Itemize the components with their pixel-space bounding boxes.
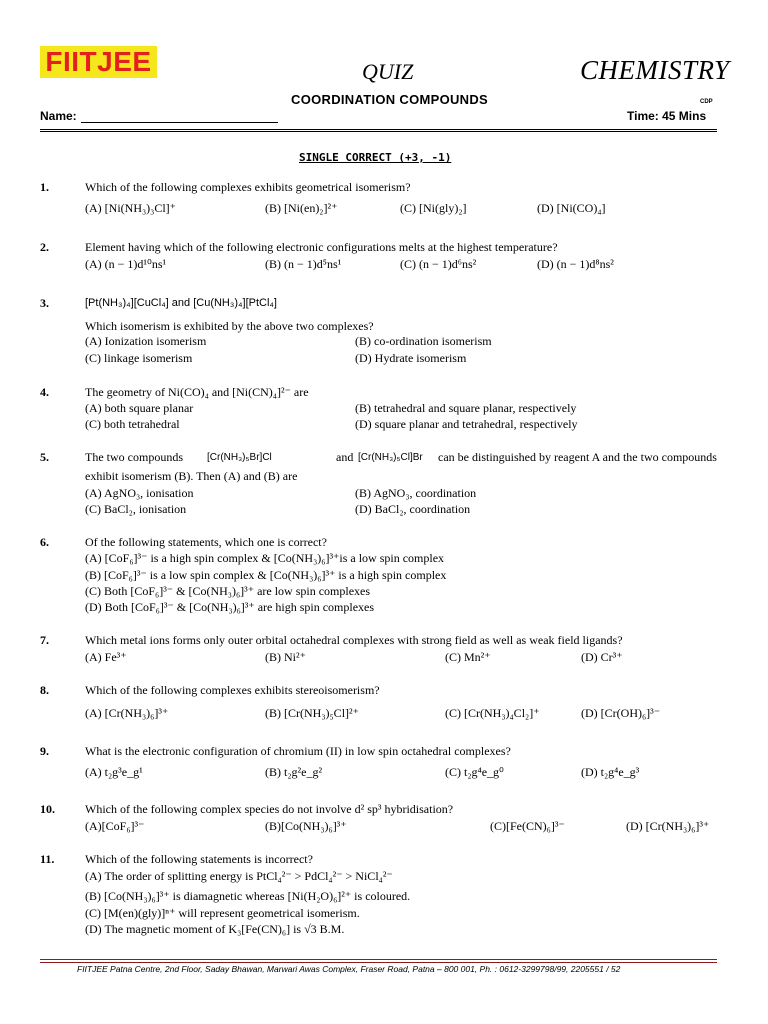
complex-formulas: [Pt(NH₃)₄][CuCl₄] and [Cu(NH₃)₄][PtCl₄] xyxy=(85,297,277,309)
question-6 xyxy=(40,534,740,614)
option-b: (B) [Ni(en)₂]²⁺ xyxy=(265,201,338,215)
time-label: Time: 45 Mins xyxy=(627,109,707,123)
question-7 xyxy=(40,632,740,666)
option-d: (D) Both [CoF₆]³⁻ & [Co(NH₃)₆]³⁺ are high spin complexes xyxy=(85,600,375,614)
question-text: Which of the following complexes exhibits stereoisomerism? xyxy=(85,683,380,697)
question-text: Which of the following complexes exhibits geometrical isomerism? xyxy=(85,180,411,194)
option-c: (C) both tetrahedral xyxy=(85,417,180,431)
section-title: SINGLE CORRECT (+3, -1) xyxy=(299,151,452,164)
option-d: (D) Hydrate isomerism xyxy=(355,351,467,365)
question-text: Of the following statements, which one is correct? xyxy=(85,535,327,549)
question-number: 3. xyxy=(40,296,49,310)
option-d: (D) BaCl₂, coordination xyxy=(355,502,471,516)
question-text: Element having which of the following electronic configurations melts at the highest temperature? xyxy=(85,240,558,254)
option-d: (D) (n − 1)d⁸ns² xyxy=(537,257,614,271)
footer-divider-top xyxy=(40,959,717,960)
question-5 xyxy=(40,449,740,519)
name-label: Name: xyxy=(40,109,77,123)
option-a: (A) [Cr(NH₃)₆]³⁺ xyxy=(85,706,169,720)
option-b: (B) AgNO₃, coordination xyxy=(355,486,477,500)
option-a: (A) The order of splitting energy is PtCl₄²⁻ > PdCl₄²⁻ > NiCl₄²⁻ xyxy=(85,869,393,883)
compound-formula-1: [Cr(NH₃)₅Br]Cl xyxy=(207,452,272,463)
footer-address: FIITJEE Patna Centre, 2nd Floor, Saday Bhawan, Marwari Awas Complex, Fraser Road, Patna – 800 001, Ph. : 0612-3299798/99, 2205551 / 52 xyxy=(77,964,621,974)
option-a: (A) (n − 1)d¹⁰ns¹ xyxy=(85,257,167,271)
question-number: 2. xyxy=(40,240,49,254)
document-title: COORDINATION COMPOUNDS xyxy=(291,92,489,107)
question-number: 4. xyxy=(40,385,49,399)
option-d: (D) [Cr(OH)₆]³⁻ xyxy=(581,706,661,720)
option-c: (C) [M(en)(gly)]ⁿ⁺ will represent geometrical isomerism. xyxy=(85,906,360,920)
subject-title: CHEMISTRY xyxy=(580,55,730,85)
option-d: (D) t₂g⁴e_g³ xyxy=(581,765,640,779)
option-b: (B) [Co(NH₃)₆]³⁺ is diamagnetic whereas [Ni(H₂O)₆]²⁺ is coloured. xyxy=(85,889,411,903)
question-3 xyxy=(40,295,740,367)
option-a: (A) AgNO₃, ionisation xyxy=(85,486,194,500)
option-b: (B) tetrahedral and square planar, respectively xyxy=(355,401,577,415)
option-b: (B) [CoF₆]³⁻ is a low spin complex & [Co(NH₃)₆]³⁺ is a high spin complex xyxy=(85,568,447,582)
question-text-line2: exhibit isomerism (B). Then (A) and (B) are xyxy=(85,469,298,483)
option-a: (A)[CoF₆]³⁻ xyxy=(85,819,145,833)
option-b: (B) co-ordination isomerism xyxy=(355,334,492,348)
header-divider-bottom xyxy=(40,131,717,132)
option-d: (D) square planar and tetrahedral, respectively xyxy=(355,417,578,431)
question-number: 1. xyxy=(40,180,49,194)
option-c: (C)[Fe(CN)₆]³⁻ xyxy=(490,819,565,833)
option-c: (C) BaCl₂, ionisation xyxy=(85,502,187,516)
option-c: (C) Both [CoF₆]³⁻ & [Co(NH₃)₆]³⁺ are low spin complexes xyxy=(85,584,371,598)
question-text: The geometry of Ni(CO)₄ and [Ni(CN)₄]²⁻ are xyxy=(85,385,309,399)
option-c: (C) t₂g⁴e_g⁰ xyxy=(445,765,504,779)
question-4 xyxy=(40,384,740,434)
quiz-label: QUIZ xyxy=(362,59,414,84)
name-field xyxy=(40,109,278,123)
question-text-part2: and xyxy=(336,450,354,464)
option-c: (C) linkage isomerism xyxy=(85,351,193,365)
option-b: (B) t₂g²e_g² xyxy=(265,765,323,779)
option-d: (D) [Ni(CO)₄] xyxy=(537,201,606,215)
fiitjee-logo: FIITJEE xyxy=(40,46,157,78)
question-1 xyxy=(40,179,740,219)
option-d: (D) Cr³⁺ xyxy=(581,650,623,664)
question-text: Which isomerism is exhibited by the above two complexes? xyxy=(85,319,374,333)
compound-formula-2: [Cr(NH₃)₅Cl]Br xyxy=(358,452,423,463)
option-c: (C) [Cr(NH₃)₄Cl₂]⁺ xyxy=(445,706,540,720)
question-text-part1: The two compounds xyxy=(85,450,183,464)
footer-divider-bottom xyxy=(40,962,717,963)
question-text: Which metal ions forms only outer orbital octahedral complexes with strong field as well as weak field ligands? xyxy=(85,633,623,647)
option-a: (A) [Ni(NH₃)₃Cl]⁺ xyxy=(85,201,177,215)
question-number: 5. xyxy=(40,450,49,464)
question-text: Which of the following complex species do not involve d² sp³ hybridisation? xyxy=(85,802,454,816)
option-b: (B)[Co(NH₃)₆]³⁺ xyxy=(265,819,347,833)
option-a: (A) Fe³⁺ xyxy=(85,650,127,664)
option-a: (A) t₂g³e_g¹ xyxy=(85,765,143,779)
option-c: (C) [Ni(gly)₂] xyxy=(400,201,467,215)
question-number: 9. xyxy=(40,744,49,758)
question-11 xyxy=(40,851,740,941)
question-8 xyxy=(40,682,740,724)
document-code: CDP xyxy=(700,99,713,105)
option-d: (D) The magnetic moment of K₃[Fe(CN)₆] is √3 B.M. xyxy=(85,922,345,936)
option-c: (C) (n − 1)d⁶ns² xyxy=(400,257,477,271)
question-text: What is the electronic configuration of chromium (II) in low spin octahedral complexes? xyxy=(85,744,511,758)
question-number: 7. xyxy=(40,633,49,647)
name-blank-line xyxy=(81,111,278,123)
question-number: 6. xyxy=(40,535,49,549)
question-number: 10. xyxy=(40,802,55,816)
question-text-part3: can be distinguished by reagent A and the two compounds xyxy=(438,450,717,464)
question-text: Which of the following statements is incorrect? xyxy=(85,852,313,866)
question-number: 11. xyxy=(40,852,55,866)
option-a: (A) [CoF₆]³⁻ is a high spin complex & [Co(NH₃)₆]³⁺is a low spin complex xyxy=(85,551,445,565)
question-9 xyxy=(40,743,740,783)
option-a: (A) Ionization isomerism xyxy=(85,334,207,348)
option-d: (D) [Cr(NH₃)₆]³⁺ xyxy=(626,819,710,833)
question-10 xyxy=(40,801,740,835)
question-number: 8. xyxy=(40,683,49,697)
question-2 xyxy=(40,239,740,275)
option-b: (B) (n − 1)d⁵ns¹ xyxy=(265,257,342,271)
option-c: (C) Mn²⁺ xyxy=(445,650,491,664)
option-b: (B) Ni²⁺ xyxy=(265,650,306,664)
header-divider-top xyxy=(40,129,717,130)
option-b: (B) [Cr(NH₃)₅Cl]²⁺ xyxy=(265,706,359,720)
option-a: (A) both square planar xyxy=(85,401,194,415)
